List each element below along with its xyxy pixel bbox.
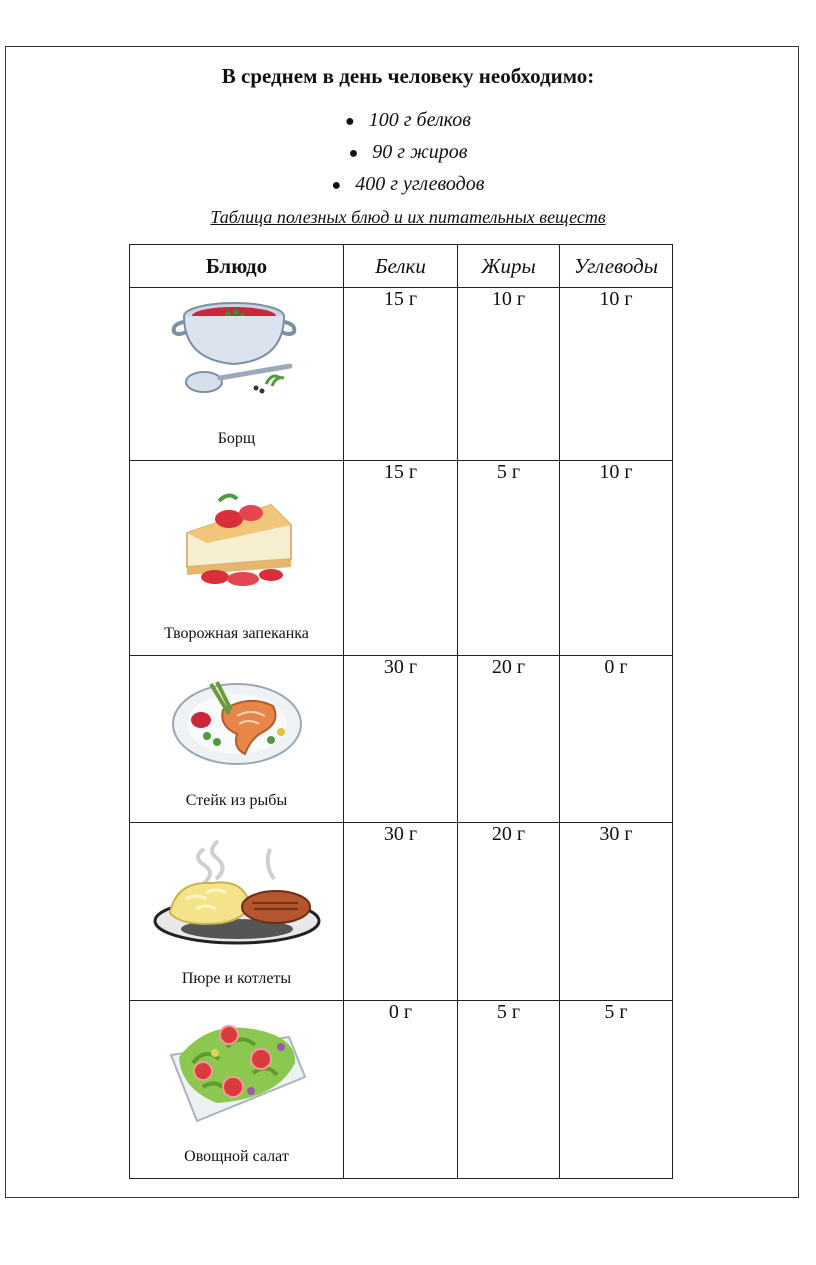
table-row bbox=[130, 461, 673, 656]
list-item: ● 400 г углеводов bbox=[331, 173, 485, 195]
protein-cell: 15 г bbox=[344, 461, 458, 656]
carbs-cell: 5 г bbox=[560, 1001, 673, 1179]
dish-cell bbox=[130, 1001, 344, 1179]
table-row bbox=[130, 823, 673, 1001]
dish-name: Пюре и котлеты bbox=[181, 970, 292, 987]
table-header-row bbox=[130, 245, 673, 288]
dish-cell bbox=[130, 288, 344, 461]
fat-cell: 5 г bbox=[458, 461, 560, 656]
fat-cell: 5 г bbox=[458, 1001, 560, 1179]
list-item: ● 90 г жиров bbox=[348, 141, 468, 163]
fat-cell: 20 г bbox=[458, 656, 560, 823]
dish-name: Стейк из рыбы bbox=[185, 792, 288, 809]
borscht-pot-icon bbox=[162, 288, 312, 408]
bullet-icon: ● bbox=[345, 113, 355, 130]
dish-cell bbox=[130, 656, 344, 823]
table-row bbox=[130, 1001, 673, 1179]
carbs-cell: 30 г bbox=[560, 823, 673, 1001]
protein-cell: 0 г bbox=[344, 1001, 458, 1179]
nutrition-table bbox=[129, 244, 673, 1179]
dish-name: Борщ bbox=[217, 430, 256, 447]
protein-cell: 15 г bbox=[344, 288, 458, 461]
carbs-cell: 10 г bbox=[560, 461, 673, 656]
column-header-carbs: Углеводы bbox=[560, 245, 673, 288]
protein-cell: 30 г bbox=[344, 656, 458, 823]
list-item: ● 100 г белков bbox=[345, 109, 471, 131]
column-header-fat: Жиры bbox=[458, 245, 560, 288]
dish-cell bbox=[130, 823, 344, 1001]
daily-needs-list bbox=[0, 104, 816, 200]
page-title: В среднем в день человеку необходимо: bbox=[221, 64, 595, 88]
dish-cell bbox=[130, 461, 344, 656]
carbs-cell: 10 г bbox=[560, 288, 673, 461]
fat-cell: 10 г bbox=[458, 288, 560, 461]
table-caption: Таблица полезных блюд и их питательных веществ bbox=[210, 207, 606, 227]
carbs-cell: 0 г bbox=[560, 656, 673, 823]
bullet-icon: ● bbox=[348, 145, 359, 162]
cottage-cheese-casserole-icon bbox=[167, 481, 307, 606]
dish-name: Овощной салат bbox=[184, 1148, 289, 1165]
column-header-dish: Блюдо bbox=[130, 245, 344, 288]
fish-steak-plate-icon bbox=[167, 670, 307, 770]
bullet-icon: ● bbox=[331, 177, 342, 194]
column-header-protein: Белки bbox=[344, 245, 458, 288]
table-row bbox=[130, 656, 673, 823]
protein-cell: 30 г bbox=[344, 823, 458, 1001]
mash-and-cutlet-plate-icon bbox=[152, 829, 322, 954]
table-row bbox=[130, 288, 673, 461]
vegetable-salad-bowl-icon bbox=[157, 1007, 317, 1132]
fat-cell: 20 г bbox=[458, 823, 560, 1001]
dish-name: Творожная запеканка bbox=[164, 625, 309, 642]
